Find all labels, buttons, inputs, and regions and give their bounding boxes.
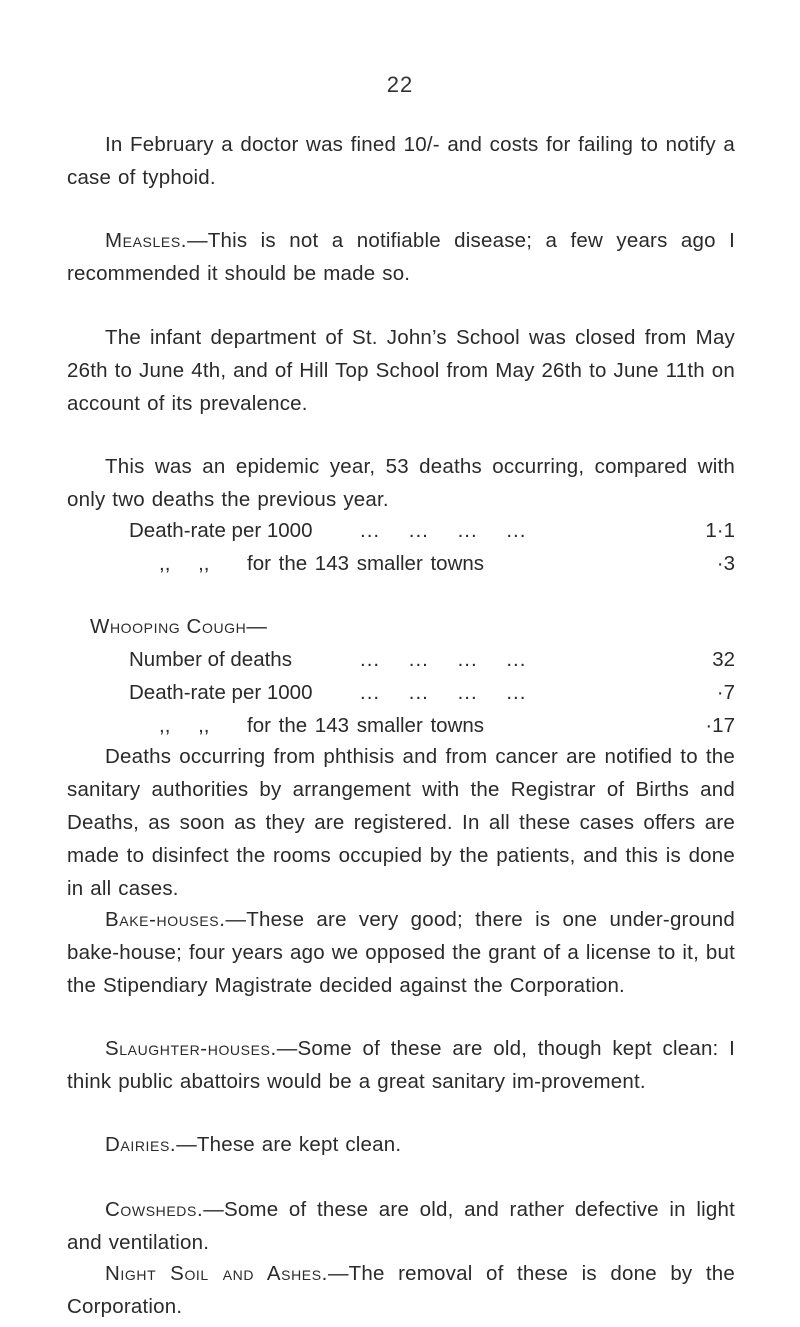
whooping-cough-heading: Whooping Cough— (90, 615, 268, 638)
epidemic-paragraph (67, 450, 735, 516)
slaughter-houses-paragraph (67, 1032, 735, 1098)
measles-text: —This is not a notifiable disease; a few years ago I recommended it should be made so. (67, 229, 735, 285)
dairies-heading: Dairies. (105, 1133, 177, 1156)
row-qualifier: for the 143 smaller towns (247, 714, 485, 737)
row-value: ·17 (705, 714, 735, 737)
night-soil-text: —The removal of these is done by the Corporation. (67, 1262, 736, 1318)
measles-row-death-rate (129, 514, 735, 547)
row-qualifier: for the 143 smaller towns (247, 552, 485, 575)
row-value: ·3 (716, 552, 735, 575)
whooping-row-deaths (129, 643, 735, 676)
leader-dots: ... ... ... ... (360, 681, 527, 704)
row-label: Number of deaths (129, 648, 292, 671)
bake-houses-text: —These are very good; there is one under-ground bake-house; four years ago we opposed the grant of a license to it, but the Stipendiary Magistrate decided against the Corporation. (67, 908, 735, 997)
cowsheds-text: —Some of these are old, and rather defective in light and ventilation. (67, 1198, 735, 1254)
school-closure-text: The infant department of St. John’s School was closed from May 26th to June 4th, and of Hill Top School from May 26th to June 11th on account of its prevalence. (67, 326, 735, 415)
bake-houses-paragraph (67, 903, 735, 1002)
bake-houses-heading: Bake-houses. (105, 908, 226, 931)
measles-paragraph (67, 224, 735, 290)
slaughter-houses-heading: Slaughter-houses. (105, 1037, 277, 1060)
notification-text: Deaths occurring from phthisis and from cancer are notified to the sanitary authorities by arrangement with the Registrar of Births and Deaths, as soon as they are registered. In all these cases offers are made to disinfect the rooms occupied by the patients, and this is done in all cases. (67, 745, 735, 900)
ditto-marks: ,, ,, (159, 552, 210, 575)
leader-dots: ... ... ... ... (360, 648, 527, 671)
cowsheds-heading: Cowsheds. (105, 1198, 204, 1221)
slaughter-houses-text: —Some of these are old, though kept clean: I think public abattoirs would be a great sanitary im-provement. (67, 1037, 735, 1093)
whooping-row-smaller-towns (129, 709, 735, 742)
page-number: 22 (386, 72, 414, 97)
ditto-marks: ,, ,, (159, 714, 210, 737)
row-value: ·7 (716, 681, 735, 704)
row-value: 1·1 (705, 519, 735, 542)
night-soil-heading: Night Soil and Ashes. (105, 1262, 328, 1285)
measles-heading: Measles. (105, 229, 188, 252)
night-soil-paragraph (67, 1257, 735, 1323)
school-closure-paragraph (67, 321, 735, 420)
typhoid-text: In February a doctor was fined 10/- and costs for failing to notify a case of typhoid. (67, 133, 735, 189)
cowsheds-paragraph (67, 1193, 735, 1259)
whooping-cough-table (129, 643, 735, 742)
epidemic-text: This was an epidemic year, 53 deaths occurring, compared with only two deaths the previous year. (67, 455, 735, 511)
typhoid-paragraph (67, 128, 735, 194)
measles-stats-table (129, 514, 735, 580)
whooping-row-death-rate (129, 676, 735, 709)
measles-row-smaller-towns (129, 547, 735, 580)
notification-paragraph (67, 740, 735, 905)
dairies-text: —These are kept clean. (176, 1133, 402, 1156)
dairies-paragraph (67, 1128, 735, 1161)
row-label: Death-rate per 1000 (129, 519, 313, 542)
row-label: Death-rate per 1000 (129, 681, 313, 704)
leader-dots: ... ... ... ... (360, 519, 527, 542)
row-value: 32 (712, 648, 735, 671)
